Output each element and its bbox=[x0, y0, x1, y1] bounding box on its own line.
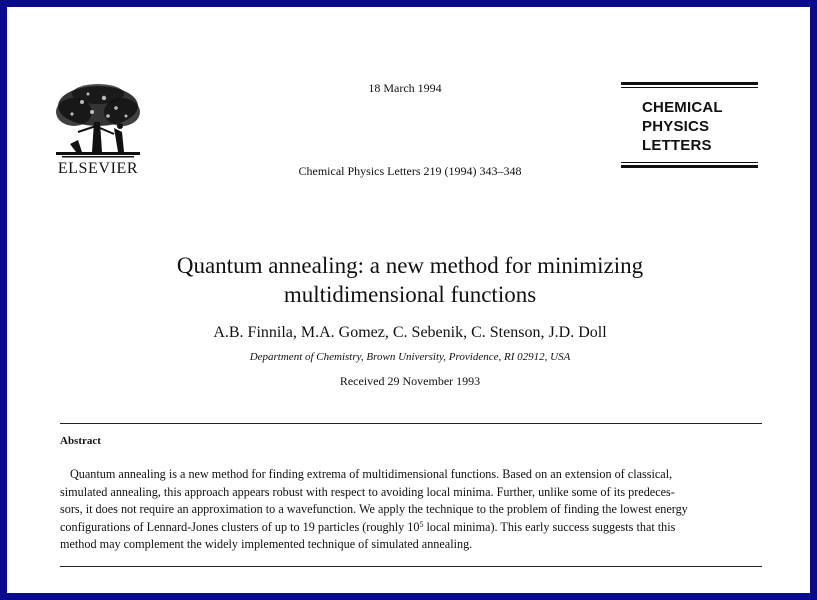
publisher-name: ELSEVIER bbox=[57, 160, 139, 177]
journal-name-line: LETTERS bbox=[642, 137, 712, 154]
brand-rule-top bbox=[621, 82, 758, 85]
journal-name bbox=[621, 88, 758, 162]
received-date: Received 29 November 1993 bbox=[339, 374, 481, 388]
affiliation: Department of Chemistry, Brown University, Providence, RI 02912, USA bbox=[249, 351, 571, 363]
abstract-line-part: configurations of Lennard-Jones clusters of up to 19 particles (roughly 10 bbox=[60, 519, 420, 534]
journal-name-line: PHYSICS bbox=[642, 118, 710, 135]
exponent: 5 bbox=[419, 519, 424, 529]
journal-name-line: CHEMICAL bbox=[642, 99, 723, 116]
brand-rule-bottom bbox=[621, 165, 758, 168]
abstract-line bbox=[60, 519, 762, 537]
tree-logo-icon bbox=[52, 82, 144, 160]
abstract-rule-top bbox=[60, 423, 762, 424]
abstract-heading: Abstract bbox=[60, 435, 101, 447]
abstract-line: simulated annealing, this approach appears robust with respect to avoiding local minima. Further, unlike some of its predeces- bbox=[60, 484, 675, 499]
abstract-line: sors, it does not require an approximation to a wavefunction. We apply the technique to the problem of finding the lowest energy bbox=[60, 502, 688, 517]
abstract-rule-bottom bbox=[60, 566, 762, 567]
paper-title bbox=[60, 251, 760, 309]
title-line: Quantum annealing: a new method for minimizing bbox=[176, 253, 644, 278]
abstract-body bbox=[60, 466, 762, 554]
journal-brand bbox=[621, 82, 758, 168]
abstract-line: method may complement the widely implemented technique of simulated annealing. bbox=[60, 537, 473, 552]
elsevier-tree-logo bbox=[52, 82, 144, 160]
abstract-line-part: local minima). This early success suggests that this bbox=[423, 519, 676, 534]
abstract-line: Quantum annealing is a new method for finding extrema of multidimensional functions. Based on an extension of classical, bbox=[70, 467, 673, 481]
journal-citation: Chemical Physics Letters 219 (1994) 343–348 bbox=[298, 164, 522, 178]
title-line: multidimensional functions bbox=[283, 282, 537, 307]
publication-date: 18 March 1994 bbox=[368, 81, 442, 95]
authors: A.B. Finnila, M.A. Gomez, C. Sebenik, C. Stenson, J.D. Doll bbox=[213, 324, 607, 341]
brand-rule-bottom-thin bbox=[621, 162, 758, 163]
